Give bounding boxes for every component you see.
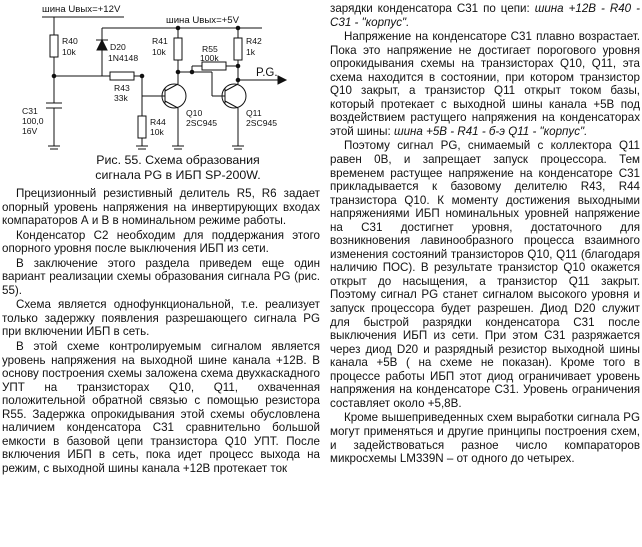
figure-caption xyxy=(68,153,288,183)
rail-12v-label: шина Uвых=+12V xyxy=(42,4,121,15)
paragraph-capacitor-c2: Конденсатор С2 необходим для поддержания этого опорного уровня после выключения ИБП из сети. xyxy=(2,228,320,256)
r40-name: R40 xyxy=(62,36,78,46)
rail-5v-label: шина Uвых=+5V xyxy=(166,15,240,26)
c31-charge-path: шина +12В - R40 - С31 - "корпус". xyxy=(330,2,640,29)
circuit-figure xyxy=(2,0,320,185)
voltage-rise-path: шина +5В - R41 - б-э Q11 - "корпус". xyxy=(393,124,588,138)
paragraph-voltage-rise xyxy=(330,30,640,138)
paragraph-other-schemes: Кроме вышеприведенных схем выработки сигнала PG могут применяться и другие принципы построения схем, и задействоваться разное число компараторов микросхемы LM339N – от одного до четырех. xyxy=(330,411,640,466)
c31-charge-text: зарядки конденсатора С31 по цепи: xyxy=(330,2,535,15)
paragraph-pg-variant: В заключение этого раздела приведем еще один вариант реализации схемы образования сигнала PG (рис. 55). xyxy=(2,256,320,297)
r55-value: 100k xyxy=(200,53,219,63)
paragraph-pg-signal: Поэтому сигнал PG, снимаемый с коллектора Q11 равен 0В, и запрещает запуск процессора. Тем временем растущее напряжение на конденсаторе С31 прикладывается к базовому делителю R43, R44 транзистора Q10. К моменту достижения выходными напряжениями ИБП номинальных уровней напряжение на С31 достигнет уровня, достаточного для возникновения лавинообразного процесса взаимного изменения состояний транзисторов Q10, Q11 (благодаря наличию ПОС). В результате транзистор Q10 окажется открыт до насыщения, а транзистор Q11 закрыт. Поэтому сигнал PG станет сигналом высокого уровня и запуск процессора будет разрешен. Диод D20 служит для быстрой разрядки конденсатора С31 после выключения ИБП из сети. При этом С31 разряжается через диод D20 и разрядный резистор выходной шины канала +5В ( на схеме не показан). Кроме того в процессе работы ИБП этот диод ограничивает уровень напряжения на конденсаторе С31. Уровень ограничения составляет около +5,8В. xyxy=(330,139,640,410)
left-column xyxy=(2,0,320,476)
r44-value: 10k xyxy=(150,127,164,137)
r43-value: 33k xyxy=(114,93,128,103)
c31-value: 100,0 xyxy=(22,116,44,126)
paragraph-12v-control: В этой схеме контролируемым сигналом является уровень напряжения на выходной шине канала +12В. В основу построения схемы заложена схема двухкаскадного УПТ на транзисторах Q10, Q11, охваченная положительной обратной связью с помощью резистора R55. Задержка опрокидывания этой схемы обусловлена наличием конденсатора С31 сравнительно большой емкости в базовой цепи транзистора Q10 УПТ. После включения ИБП в сеть, пока идет процесс выхода на режим, с выходной шины канала +12В протекает ток xyxy=(2,340,320,475)
r44-name: R44 xyxy=(150,117,166,127)
r42-name: R42 xyxy=(246,36,262,46)
voltage-rise-text: Напряжение на конденсаторе С31 плавно возрастает. Пока это напряжение не достигает порогового уровня опрокидывания схемы на транзисторах Q10, Q11, эта схема находится в состоянии, при котором транзистор Q10 закрыт, а транзистор Q11 открыт током базы, который протекает с выходной шины канала +5В под воздействием растущего напряжения на конденсаторах этой шины: xyxy=(330,30,640,138)
right-column xyxy=(330,2,640,467)
q11-name: Q11 xyxy=(246,108,262,118)
d20-value: 1N4148 xyxy=(108,53,139,63)
caption-line-1: Рис. 55. Схема образования xyxy=(96,153,260,167)
c31-voltage: 16V xyxy=(22,126,38,136)
q10-name: Q10 xyxy=(186,108,203,118)
paragraph-single-function: Схема является однофункциональной, т.е. реализует только задержку появления разрешающего сигнала PG при включении ИБП в сеть. xyxy=(2,298,320,339)
paragraph-c31-charge xyxy=(330,2,640,29)
caption-line-2: сигнала PG в ИБП SP-200W. xyxy=(95,168,261,182)
r55-name: R55 xyxy=(202,44,218,54)
r43-name: R43 xyxy=(114,83,130,93)
r40-value: 10k xyxy=(62,47,76,57)
pg-output-label: P.G. xyxy=(256,67,278,79)
pg-circuit-schematic xyxy=(2,0,320,152)
r41-name: R41 xyxy=(152,36,168,46)
d20-name: D20 xyxy=(110,42,126,52)
r41-value: 10k xyxy=(152,47,166,57)
r42-value: 1k xyxy=(246,47,256,57)
c31-name: C31 xyxy=(22,106,38,116)
q11-value: 2SC945 xyxy=(246,118,278,128)
q10-value: 2SC945 xyxy=(186,118,218,128)
paragraph-divider-r5-r6: Прецизионный резистивный делитель R5, R6 задает опорный уровень напряжения на инвертирующих входах компараторов А и В в номинальном режиме работы. xyxy=(2,187,320,228)
